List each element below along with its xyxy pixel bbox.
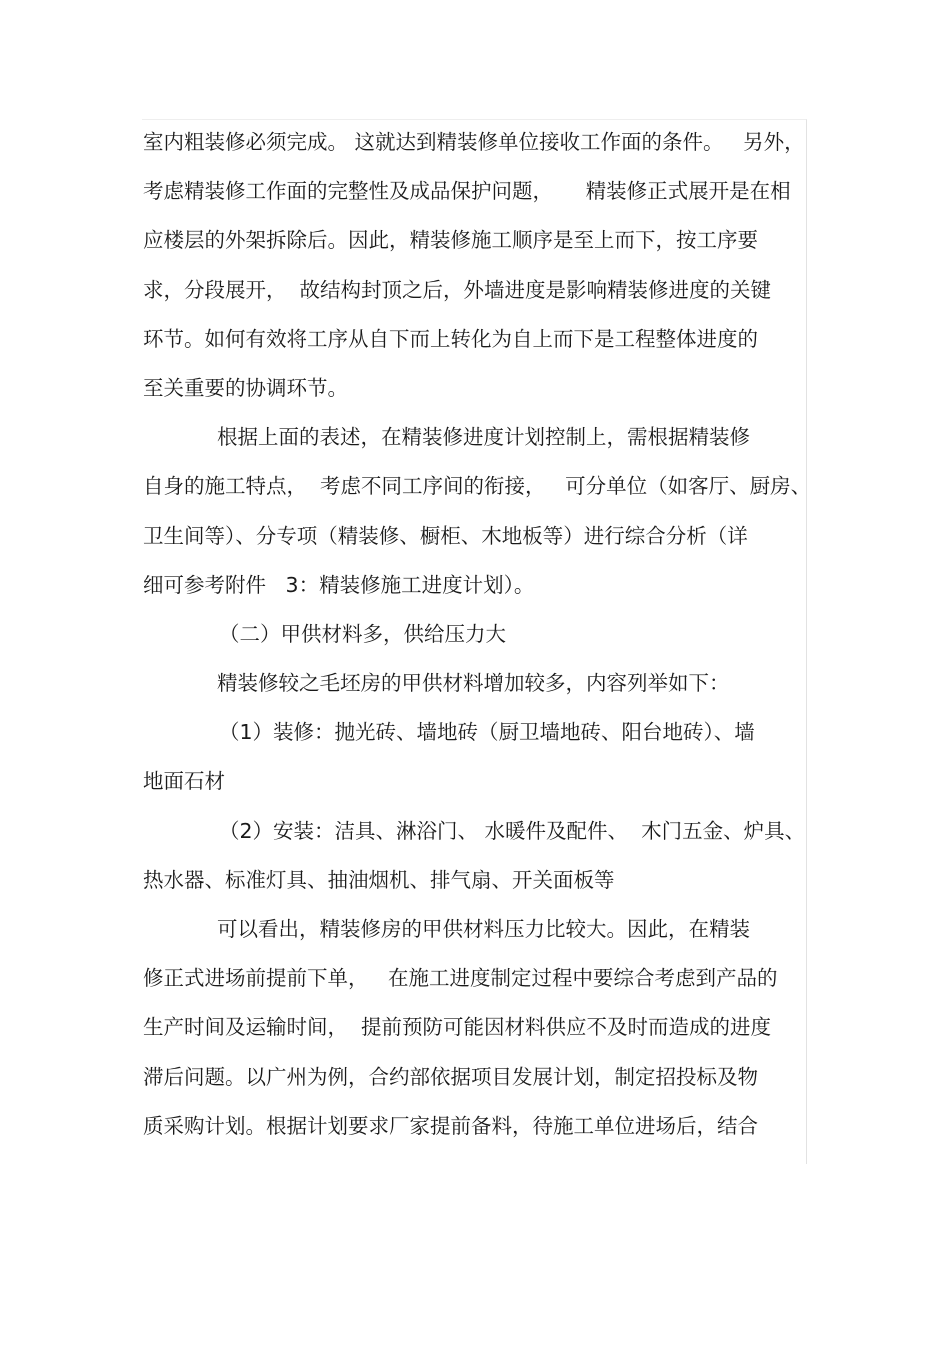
paragraph-line: 质采购计划。根据计划要求厂家提前备料，待施工单位进场后，结合 xyxy=(143,1113,758,1138)
paragraph-line: 至关重要的协调环节。 xyxy=(143,375,348,400)
paragraph-line: 精装修较之毛坯房的甲供材料增加较多，内容列举如下： xyxy=(217,671,730,696)
paragraph-line: 卫生间等）、分专项（精装修、橱柜、木地板等）进行综合分析（详 xyxy=(143,523,748,548)
paragraph-line: 可以看出，精装修房的甲供材料压力比较大。因此，在精装 xyxy=(217,917,750,941)
section-heading: （二）甲供材料多，供给压力大 xyxy=(219,621,506,646)
paragraph-line: 求，分段展开， 故结构封顶之后，外墙进度是影响精装修进度的关键 xyxy=(143,277,772,302)
list-item: （2）安装：洁具、淋浴门、 水暖件及配件、 木门五金、炉具、 xyxy=(219,818,806,843)
paragraph-line: 自身的施工特点， 考虑不同工序间的衔接， 可分单位（如客厅、厨房、 xyxy=(143,474,812,499)
paragraph-line: 细可参考附件 3：精装修施工进度计划）。 xyxy=(143,572,535,597)
paragraph-line: 应楼层的外架拆除后。因此，精装修施工顺序是至上而下，按工序要 xyxy=(143,228,758,253)
list-item-continuation: 地面石材 xyxy=(143,769,225,794)
paragraph-line: 修正式进场前提前下单， 在施工进度制定过程中要综合考虑到产品的 xyxy=(143,966,778,991)
paragraph-line: 考虑精装修工作面的完整性及成品保护问题， 精装修正式展开是在相 xyxy=(143,179,791,204)
paragraph-line: 生产时间及运输时间， 提前预防可能因材料供应不及时而造成的进度 xyxy=(143,1015,772,1040)
document-body xyxy=(143,118,813,1151)
paragraph-line: 滞后问题。以广州为例，合约部依据项目发展计划，制定招投标及物 xyxy=(143,1064,758,1089)
list-item: （1）装修：抛光砖、墙地砖（厨卫墙地砖、阳台地砖）、墙 xyxy=(219,720,755,745)
paragraph-line: 环节。如何有效将工序从自下而上转化为自上而下是工程整体进度的 xyxy=(143,326,758,351)
list-item-continuation: 热水器、标准灯具、抽油烟机、排气扇、开关面板等 xyxy=(143,867,615,892)
paragraph-line: 根据上面的表述，在精装修进度计划控制上，需根据精装修 xyxy=(217,425,750,450)
paragraph-line: 室内粗装修必须完成。 这就达到精装修单位接收工作面的条件。 另外， xyxy=(143,130,805,154)
